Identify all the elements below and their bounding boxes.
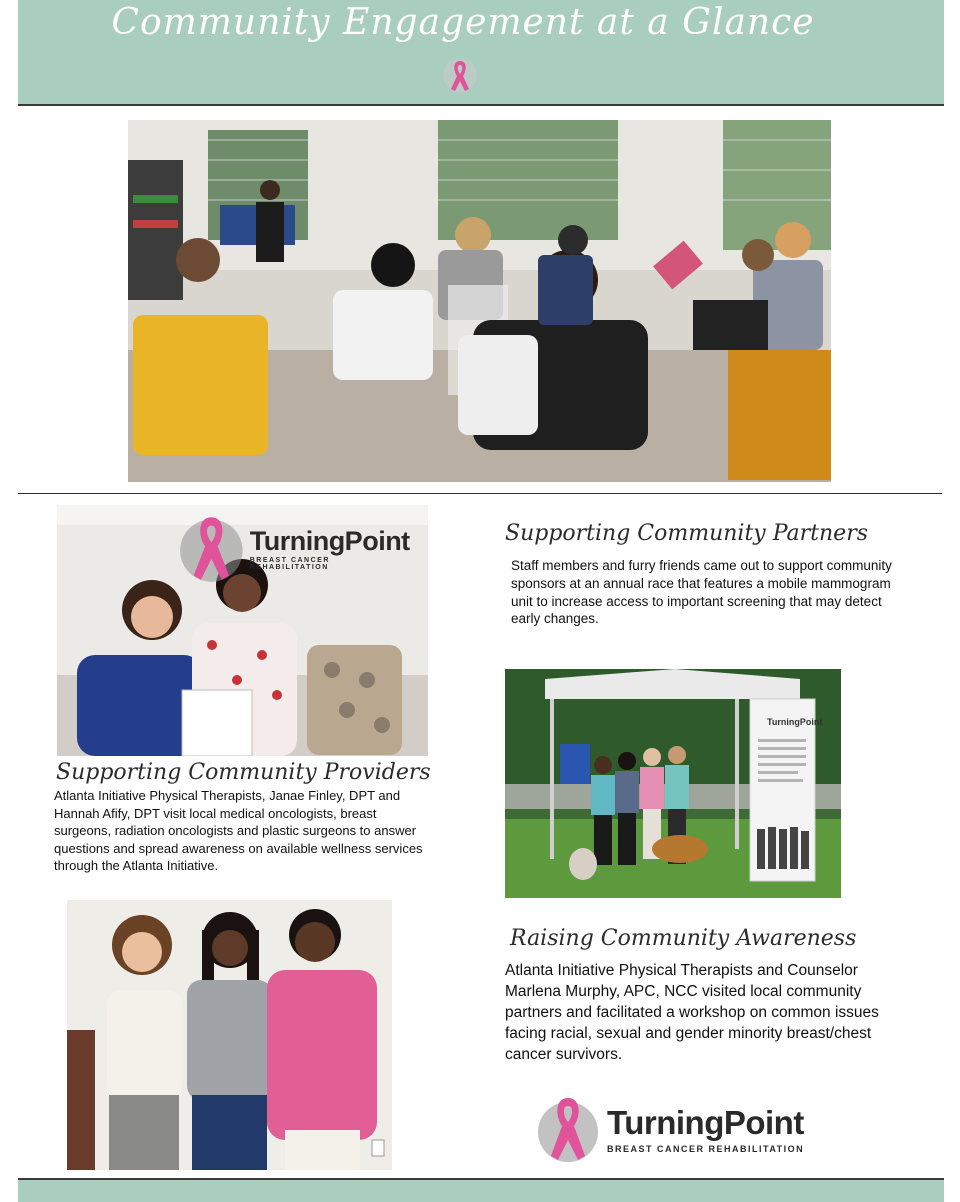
turningpoint-ribbon-icon [535,1092,601,1166]
logo-brand-subtitle: BREAST CANCER REHABILITATION [607,1144,805,1154]
partners-title: Supporting Community Partners [505,521,869,546]
turningpoint-ribbon-icon [177,511,246,586]
wall-brand-name: TurningPoint [249,525,410,556]
header-banner [18,0,944,106]
banner-brand: TurningPoint [767,717,823,727]
race-event-photo [505,669,841,898]
awareness-body: Atlanta Initiative Physical Therapists and Counselor Marlena Murphy, APC, NCC visited local community partners and facilitated a workshop on common issues facing racial, sexual and gender minority breast/chest cancer survivors. [505,962,879,1063]
partners-body: Staff members and furry friends came out to support community sponsors at an annual race that features a mobile mammogram unit to increase access to important screening that may detect early changes. [511,558,892,627]
turningpoint-logo [535,1092,804,1166]
providers-photo [57,505,428,756]
awareness-title: Raising Community Awareness [510,926,857,951]
wall-brand-subtitle: BREAST CANCER REHABILITATION [249,556,330,571]
divider-line [18,493,942,494]
providers-title: Supporting Community Providers [56,760,431,785]
providers-body: Atlanta Initiative Physical Therapists, Janae Finley, DPT and Hannah Afify, DPT visit local medical oncologists, breast surgeons, radiation oncologists and plastic surgeons to answer questions and spread awareness on available wellness services through the Atlanta Initiative. [54,788,423,873]
three-women-photo [67,900,392,1170]
wall-logo [177,511,410,586]
pink-ribbon-icon [442,55,478,95]
logo-brand-name: TurningPoint [607,1104,804,1141]
workshop-photo [128,120,831,482]
footer-bar [18,1178,944,1202]
page-title: Community Engagement at a Glance [111,2,815,43]
